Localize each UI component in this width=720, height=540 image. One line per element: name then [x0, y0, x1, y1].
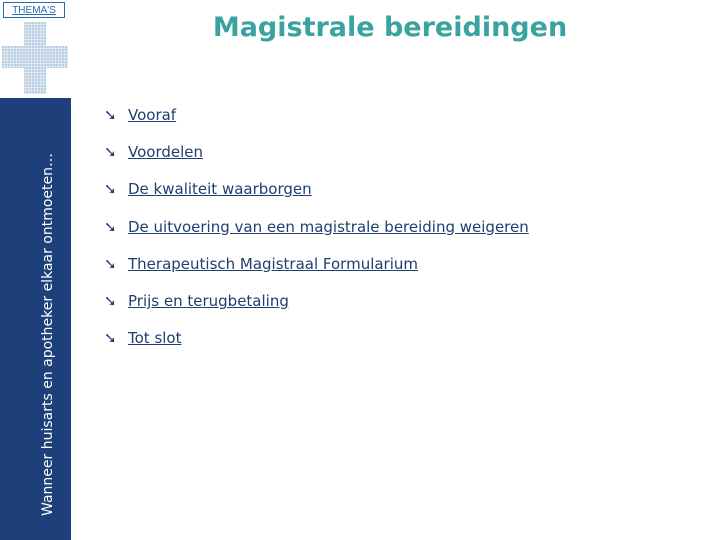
vertical-caption: Wanneer huisarts en apotheker elkaar ontmoeten… — [40, 152, 56, 516]
page-title: Magistrale bereidingen — [212, 12, 568, 43]
menu-item[interactable] — [104, 282, 529, 319]
menu-link-weigeren[interactable]: De uitvoering van een magistrale bereiding weigeren — [128, 217, 529, 236]
menu-link-prijs[interactable]: Prijs en terugbetaling — [128, 292, 289, 311]
themas-link[interactable]: THEMA'S — [3, 2, 65, 18]
menu-link-vooraf[interactable]: Vooraf — [128, 105, 177, 124]
menu-link-formularium[interactable]: Therapeutisch Magistraal Formularium — [128, 254, 419, 273]
menu-item[interactable] — [104, 320, 529, 357]
menu-item[interactable] — [104, 133, 529, 170]
arrow-down-right-icon: ➘ — [104, 254, 117, 273]
arrow-down-right-icon: ➘ — [104, 217, 117, 236]
menu-item[interactable] — [104, 245, 529, 282]
arrow-down-right-icon: ➘ — [104, 142, 117, 161]
sidebar — [0, 0, 71, 540]
menu-link-tot-slot[interactable]: Tot slot — [128, 329, 182, 348]
menu-item[interactable] — [104, 96, 529, 133]
arrow-down-right-icon: ➘ — [104, 329, 117, 348]
menu-link-kwaliteit[interactable]: De kwaliteit waarborgen — [128, 180, 312, 199]
menu-item[interactable] — [104, 208, 529, 245]
topic-menu — [104, 96, 529, 357]
sidebar-header — [0, 0, 71, 98]
arrow-down-right-icon: ➘ — [104, 105, 117, 124]
arrow-down-right-icon: ➘ — [104, 180, 117, 199]
pharmacy-cross-icon — [2, 22, 68, 94]
menu-link-voordelen[interactable]: Voordelen — [128, 142, 204, 161]
arrow-down-right-icon: ➘ — [104, 292, 117, 311]
menu-item[interactable] — [104, 171, 529, 208]
